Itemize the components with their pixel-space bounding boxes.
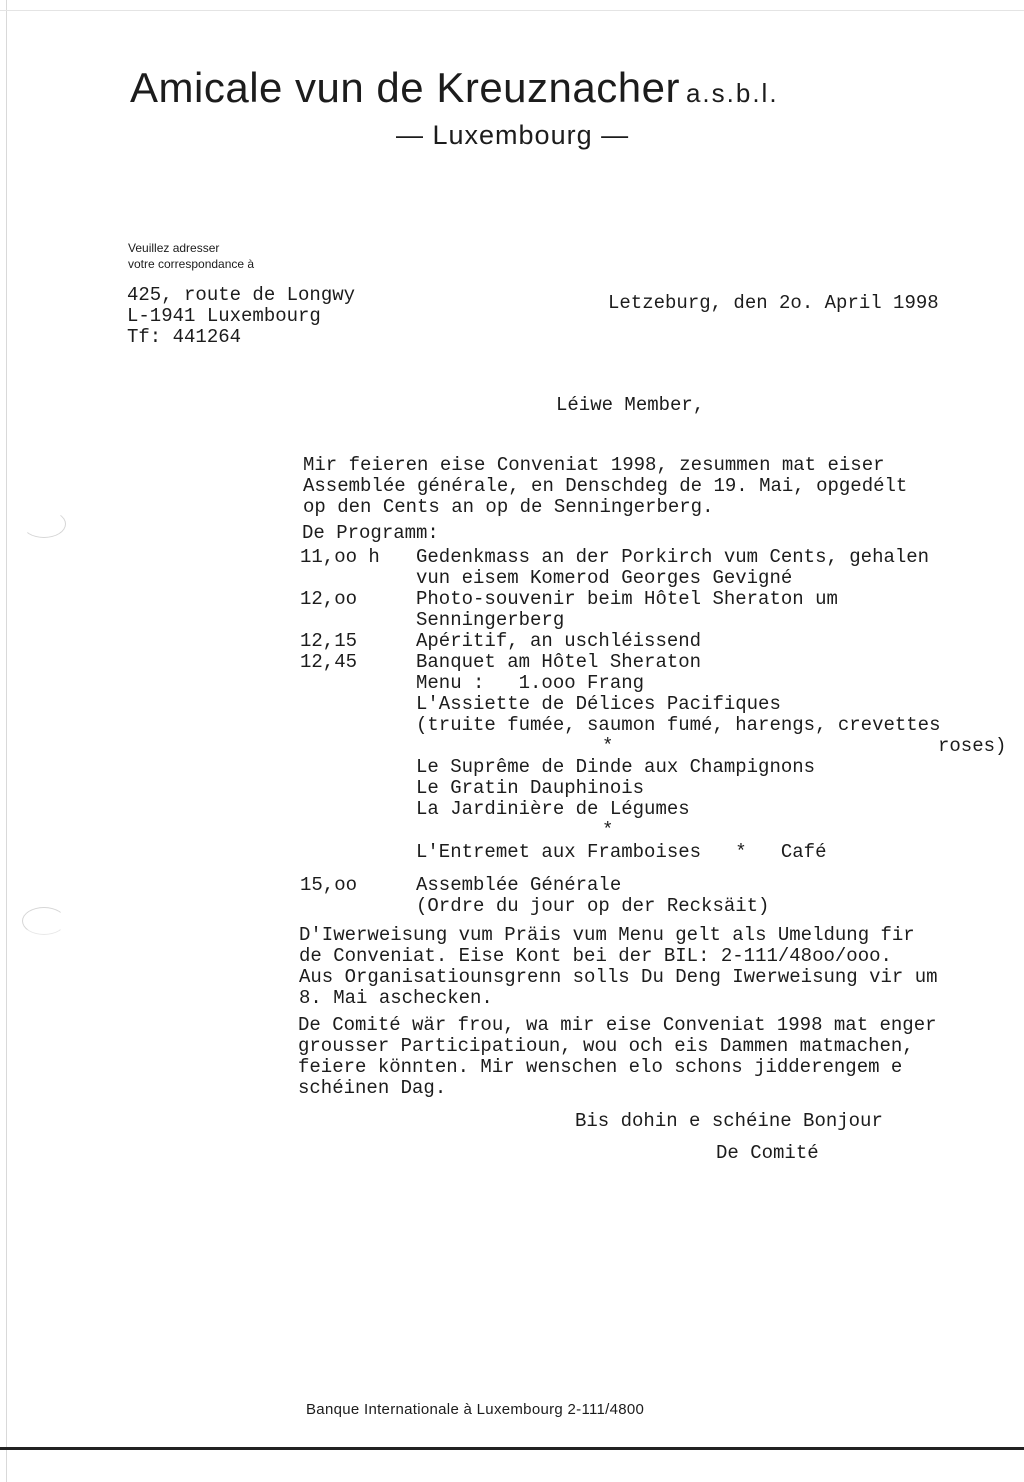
- programme-time: 12,oo: [300, 588, 358, 610]
- programme-menu: [416, 652, 1020, 863]
- programme-list: [300, 547, 1020, 917]
- punch-hole-mark: [22, 510, 66, 538]
- programme-text: [416, 547, 1020, 589]
- menu-separator-star: *: [602, 735, 614, 757]
- org-suffix: a.s.b.l.: [685, 78, 779, 108]
- menu-line: L'Assiette de Délices Pacifiques: [416, 693, 781, 715]
- correspondence-note-line: votre correspondance à: [128, 257, 255, 271]
- dateline: Letzeburg, den 2o. April 1998: [608, 292, 939, 314]
- programme-text: [416, 589, 1020, 631]
- programme-time: 12,15: [300, 630, 358, 652]
- menu-line-continuation: roses): [938, 735, 1007, 757]
- invitation-line: schéinen Dag.: [298, 1077, 447, 1099]
- signature: De Comité: [716, 1142, 819, 1164]
- programme-line: vun eisem Komerod Georges Gevigné: [416, 567, 793, 589]
- page-edge-top: [0, 10, 1024, 11]
- intro-line: Assemblée générale, en Denschdeg de 19. Mai, opgedélt: [303, 475, 908, 497]
- programme-item: [300, 875, 1020, 917]
- address-line: L-1941 Luxembourg: [127, 305, 321, 327]
- programme-line: Photo-souvenir beim Hôtel Sheraton um: [416, 588, 838, 610]
- intro-line: op den Cents an op de Senningerberg.: [303, 496, 714, 518]
- programme-line: (Ordre du jour op der Recksäit): [416, 895, 770, 917]
- closing-line: Bis dohin e schéine Bonjour: [575, 1110, 883, 1132]
- org-name: Amicale vun de Kreuznacher: [130, 64, 680, 111]
- programme-text: [416, 875, 1020, 917]
- payment-paragraph: [299, 925, 1019, 1009]
- payment-line: Aus Organisatiounsgrenn solls Du Deng Iwerweisung vir um: [299, 966, 938, 988]
- programme-line: Assemblée Générale: [416, 874, 622, 896]
- invitation-line: De Comité wär frou, wa mir eise Conveniat 1998 mat enger: [298, 1014, 937, 1036]
- correspondence-note-line: Veuillez adresser: [128, 241, 220, 255]
- programme-time: 15,oo: [300, 874, 358, 896]
- programme-item: [300, 631, 1020, 652]
- correspondence-note: [128, 240, 254, 272]
- letterhead-title: [130, 64, 779, 112]
- menu-line: (truite fumée, saumon fumé, harengs, crevettes: [416, 714, 941, 736]
- menu-separator-star: *: [602, 819, 614, 841]
- address-line: 425, route de Longwy: [127, 284, 356, 306]
- punch-hole-mark: [22, 907, 66, 935]
- letterhead-city: — Luxembourg —: [396, 120, 630, 150]
- menu-line: Le Suprême de Dinde aux Champignons: [416, 756, 816, 778]
- menu-line: La Jardinière de Légumes: [416, 798, 690, 820]
- page-edge-left: [6, 0, 7, 1482]
- intro-line: Mir feieren eise Conveniat 1998, zesummen mat eiser: [303, 454, 885, 476]
- programme-item: [300, 547, 1020, 589]
- address-line: Tf: 441264: [127, 326, 242, 348]
- programme-text: [416, 631, 1020, 652]
- programme-line: Senningerberg: [416, 609, 565, 631]
- programme-time: 12,45: [300, 651, 358, 673]
- menu-price-line: Menu : 1.ooo Frang: [416, 672, 645, 694]
- payment-line: 8. Mai aschecken.: [299, 987, 493, 1009]
- payment-line: D'Iwerweisung vum Präis vum Menu gelt als Umeldung fir: [299, 924, 915, 946]
- programme-time: 11,oo h: [300, 546, 380, 568]
- payment-line: de Conveniat. Eise Kont bei der BIL: 2-111/48oo/ooo.: [299, 945, 892, 967]
- bottom-rule: [0, 1447, 1024, 1450]
- menu-line: Le Gratin Dauphinois: [416, 777, 645, 799]
- programme-label: De Programm:: [302, 522, 439, 544]
- menu-dessert-line: L'Entremet aux Framboises * Café: [416, 841, 827, 863]
- invitation-paragraph: [298, 1015, 1018, 1099]
- programme-item: [300, 589, 1020, 631]
- salutation: Léiwe Member,: [556, 394, 705, 416]
- invitation-line: feiere könnten. Mir wenschen elo schons jidderengem e: [298, 1056, 903, 1078]
- footer-bank-details: Banque Internationale à Luxembourg 2-111/4800: [306, 1401, 645, 1418]
- programme-line: Gedenkmass an der Porkirch vum Cents, gehalen: [416, 546, 930, 568]
- invitation-line: grousser Participatioun, wou och eis Dammen matmachen,: [298, 1035, 914, 1057]
- programme-item: [300, 652, 1020, 863]
- intro-paragraph: [303, 455, 1003, 518]
- programme-line: Apéritif, an uschléissend: [416, 630, 702, 652]
- programme-line: Banquet am Hôtel Sheraton: [416, 651, 702, 673]
- sender-address: [127, 285, 355, 348]
